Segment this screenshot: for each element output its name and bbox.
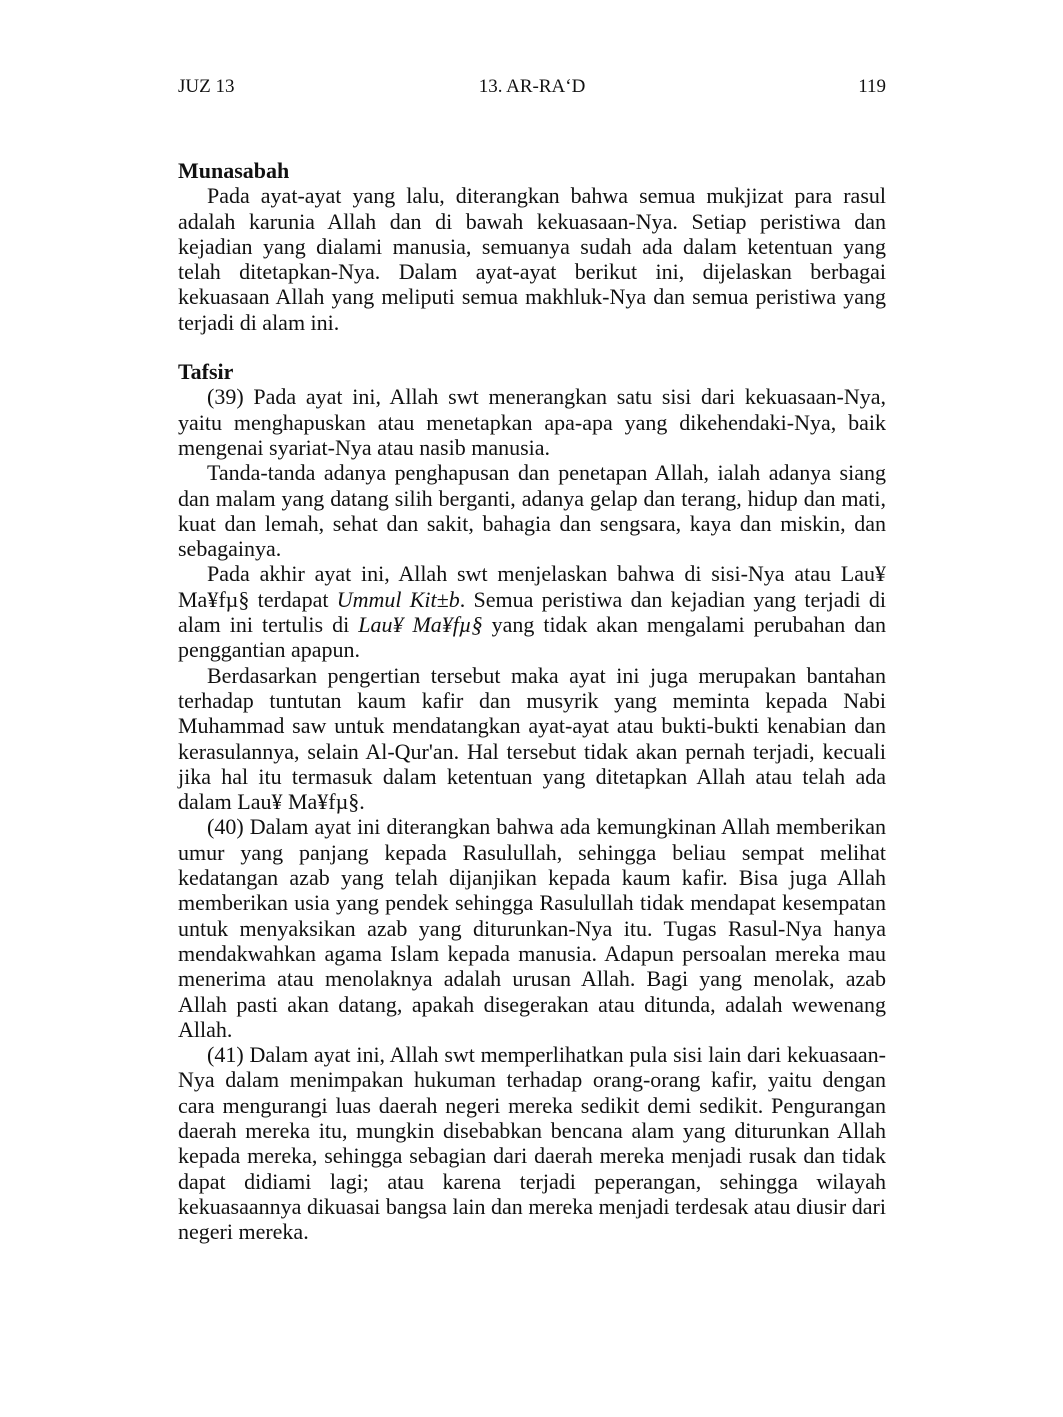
tafsir-paragraph-lauh-mahfuz [178, 561, 886, 662]
paragraph-text-part: . Semua peristiwa dan kejadian yang terjadi di alam ini tertulis di [178, 586, 887, 638]
tafsir-paragraph-41: (41) Dalam ayat ini, Allah swt memperlihatkan pula sisi lain dari kekuasaan-Nya dalam menimpakan hukuman terhadap orang-orang kafir, yaitu dengan cara mengurangi luas daerah negeri mereka sedikit demi sedikit. Pengurangan daerah mereka itu, mungkin disebabkan bencana alam yang diturunkan Allah kepada mereka, sehingga sebagian dari daerah mereka menjadi rusak dan tidak dapat didiami lagi; atau karena terjadi peperangan, sehingga wilayah kekuasaannya dikuasai bangsa lain dan mereka menjadi terdesak atau diusir dari negeri mereka. [178, 1042, 886, 1245]
paragraph-text-part: Pada akhir ayat ini, Allah swt menjelaskan bahwa di sisi-Nya atau Lau¥ Ma¥fµ§ terdapat [178, 561, 886, 612]
tafsir-paragraph-signs: Tanda-tanda adanya penghapusan dan penetapan Allah, ialah adanya siang dan malam yang datang silih berganti, adanya gelap dan terang, hidup dan mati, kuat dan lemah, sehat dan sakit, bahagia dan sengsara, kaya dan miskin, dan sebagainya. [178, 460, 886, 562]
book-page [178, 72, 886, 1244]
munasabah-section [178, 158, 886, 335]
running-header [178, 72, 886, 102]
tafsir-paragraph-40: (40) Dalam ayat ini diterangkan bahwa ada kemungkinan Allah memberikan umur yang panjang kepada Rasulullah, sehingga beliau sempat melihat kedatangan azab yang telah dijanjikan kepada kaum kafir. Bisa juga Allah memberikan usia yang pendek sehingga Rasulullah tidak mendapat kesempatan untuk menyaksikan azab yang diturunkan-Nya itu. Tugas Rasul-Nya hanya mendakwahkan agama Islam kepada manusia. Adapun persoalan mereka mau menerima atau menolaknya adalah urusan Allah. Bagi yang menolak, azab Allah pasti akan datang, apakah disegerakan atau ditunda, adalah wewenang Allah. [178, 814, 886, 1042]
page-number: 119 [858, 76, 886, 97]
paragraph-text-part: yang tidak akan mengalami perubahan dan penggantian apapun. [178, 612, 886, 663]
munasabah-heading: Munasabah [178, 158, 290, 183]
tafsir-heading: Tafsir [178, 359, 234, 385]
lauh-mahfuz-term: Lau¥ Ma¥fµ§ [358, 612, 483, 638]
tafsir-paragraph-39: (39) Pada ayat ini, Allah swt menerangkan satu sisi dari kekuasaan-Nya, yaitu menghapuskan atau menetapkan apa-apa yang dikehendaki-Nya, baik mengenai syariat-Nya atau nasib manusia. [178, 384, 886, 460]
tafsir-section [178, 359, 886, 1244]
juz-label: JUZ 13 [178, 76, 235, 97]
surah-title: 13. AR-RA‘D [478, 76, 586, 97]
tafsir-paragraph-rebuttal: Berdasarkan pengertian tersebut maka ayat ini juga merupakan bantahan terhadap tuntutan kaum kafir dan musyrik yang meminta kepada Nabi Muhammad saw untuk mendatangkan ayat-ayat atau bukti-bukti kenabian dan kerasulannya, selain Al-Qur'an. Hal tersebut tidak akan pernah terjadi, kecuali jika hal itu termasuk dalam ketentuan yang ditetapkan Allah atau telah ada dalam Lau¥ Ma¥fµ§. [178, 662, 886, 815]
ummul-kitab-term: Ummul Kit±b [336, 586, 460, 612]
munasabah-paragraph: Pada ayat-ayat yang lalu, diterangkan bahwa semua mukjizat para rasul adalah karunia Allah dan di bawah kekuasaan-Nya. Setiap peristiwa dan kejadian yang dialami manusia, semuanya sudah ada dalam ketentuan yang telah ditetapkan-Nya. Dalam ayat-ayat berikut ini, dijelaskan berbagai kekuasaan Allah yang meliputi semua makhluk-Nya dan semua peristiwa yang terjadi di alam ini. [178, 183, 886, 335]
